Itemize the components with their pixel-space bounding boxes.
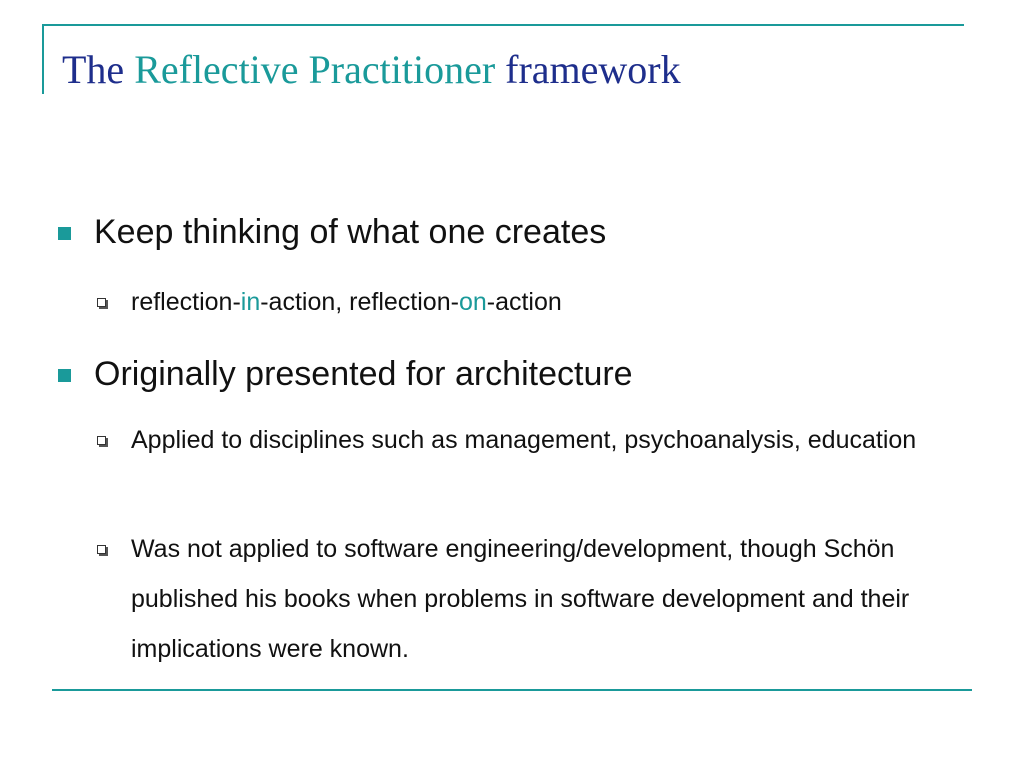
- sub-text-part: reflection-: [131, 288, 241, 316]
- sub-text: Was not applied to software engineering/development, though Schön published his books when problems in software development and their implications were known.: [131, 535, 910, 663]
- hollow-square-bullet-icon: [97, 298, 106, 307]
- square-bullet-icon: [58, 369, 71, 382]
- sub-bullet-item-2-2: [131, 524, 991, 674]
- hollow-square-bullet-icon: [97, 436, 106, 445]
- bullet-text: Keep thinking of what one creates: [94, 213, 607, 251]
- frame-top-line: [42, 24, 964, 26]
- bullet-text: Originally presented for architecture: [94, 355, 633, 393]
- sub-text-part: -action: [486, 288, 562, 316]
- sub-text: Applied to disciplines such as management, psychoanalysis, education: [131, 426, 917, 454]
- slide-title: [62, 40, 681, 100]
- sub-text-part: -action, reflection-: [260, 288, 459, 316]
- frame-bottom-line: [52, 689, 972, 691]
- square-bullet-icon: [58, 227, 71, 240]
- bullet-item-1: [94, 210, 606, 254]
- sub-text-accent-on: on: [458, 288, 487, 316]
- title-accent: Reflective Practitioner: [134, 47, 496, 92]
- sub-bullet-item-2-1: [131, 415, 991, 465]
- frame-vertical-line: [42, 24, 44, 94]
- sub-bullet-item-1-1: [131, 277, 991, 327]
- bullet-item-2: [94, 352, 633, 396]
- title-part-1: The: [62, 47, 135, 92]
- sub-text-accent-in: in: [240, 288, 261, 316]
- hollow-square-bullet-icon: [97, 545, 106, 554]
- title-part-2: framework: [495, 47, 681, 92]
